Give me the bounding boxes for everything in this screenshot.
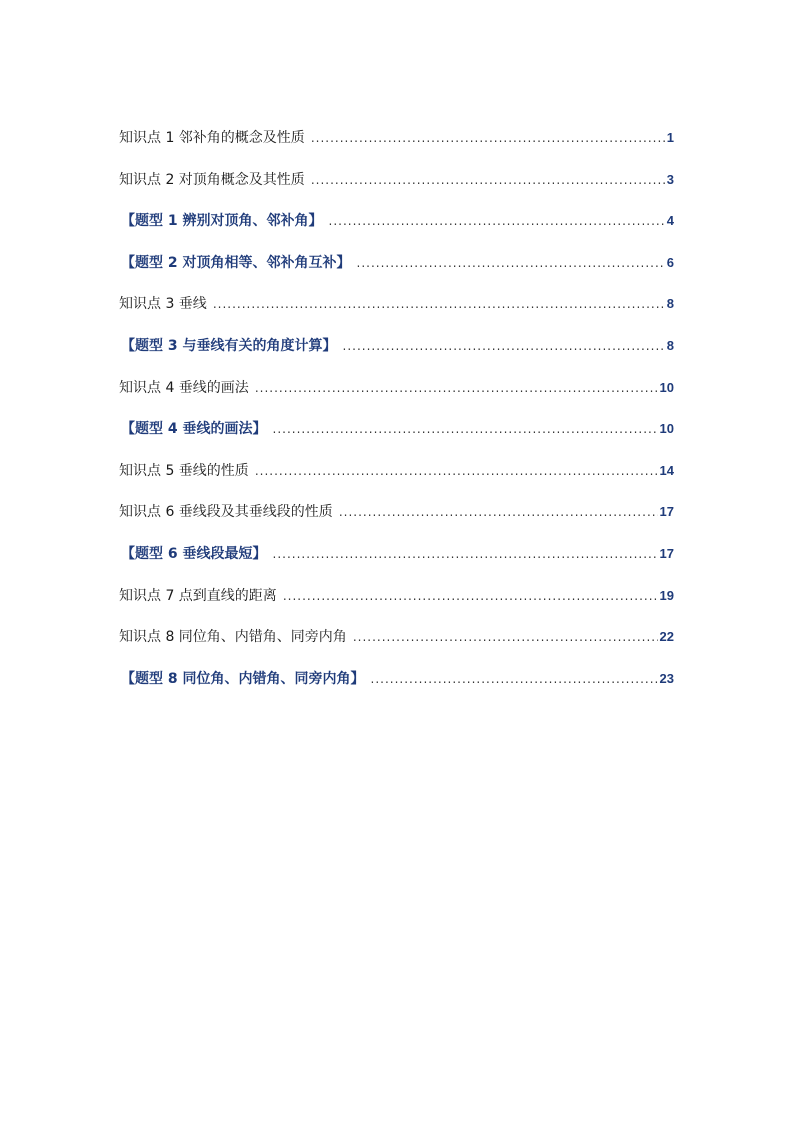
toc-entry-knowledge-5[interactable] — [119, 460, 674, 502]
toc-entry-label: 知识点 4 垂线的画法 — [119, 379, 249, 396]
toc-entry-knowledge-7[interactable] — [119, 585, 674, 627]
toc-entry-label: 知识点 6 垂线段及其垂线段的性质 — [119, 504, 333, 521]
toc-leader-dots — [371, 672, 658, 686]
toc-entry-page: 10 — [659, 379, 674, 395]
toc-leader-dots — [343, 339, 665, 353]
toc-entry-knowledge-6[interactable] — [119, 501, 674, 543]
toc-entry-label: 【题型 1 辨别对顶角、邻补角】 — [121, 213, 323, 230]
toc-entry-type-3[interactable] — [119, 335, 674, 377]
toc-leader-dots — [255, 381, 658, 395]
toc-entry-type-2[interactable] — [119, 252, 674, 294]
toc-entry-page: 8 — [666, 337, 674, 353]
toc-entry-page: 22 — [659, 629, 674, 645]
toc-leader-dots — [273, 547, 658, 561]
toc-leader-dots — [273, 422, 658, 436]
toc-entry-page: 14 — [659, 462, 674, 478]
toc-entry-knowledge-4[interactable] — [119, 377, 674, 419]
toc-entry-label: 知识点 3 垂线 — [119, 296, 207, 313]
toc-entry-label: 知识点 1 邻补角的概念及性质 — [119, 130, 305, 146]
toc-entry-page: 8 — [666, 296, 674, 312]
toc-entry-page: 6 — [666, 254, 674, 270]
toc-leader-dots — [311, 131, 665, 145]
toc-entry-label: 知识点 8 同位角、内错角、同旁内角 — [119, 629, 347, 646]
toc-leader-dots — [357, 256, 665, 270]
toc-entry-type-1[interactable] — [119, 210, 674, 252]
toc-leader-dots — [339, 505, 658, 519]
toc-leader-dots — [213, 297, 665, 311]
toc-entry-label: 【题型 2 对顶角相等、邻补角互补】 — [121, 254, 351, 271]
toc-entry-page: 17 — [659, 545, 674, 561]
toc-entry-page: 10 — [659, 421, 674, 437]
toc-entry-knowledge-2[interactable] — [119, 169, 674, 211]
toc-entry-label: 【题型 4 垂线的画法】 — [121, 421, 267, 438]
toc-entry-label: 知识点 5 垂线的性质 — [119, 462, 249, 479]
table-of-contents — [119, 127, 674, 709]
toc-leader-dots — [353, 630, 658, 644]
toc-entry-label: 【题型 3 与垂线有关的角度计算】 — [121, 337, 337, 354]
toc-entry-page: 17 — [659, 504, 674, 520]
toc-entry-type-8[interactable] — [119, 668, 674, 710]
toc-entry-label: 知识点 7 点到直线的距离 — [119, 587, 277, 604]
toc-entry-type-4[interactable] — [119, 418, 674, 460]
toc-entry-label: 【题型 6 垂线段最短】 — [121, 545, 267, 562]
toc-entry-label: 知识点 2 对顶角概念及其性质 — [119, 171, 305, 188]
toc-entry-page: 23 — [659, 670, 674, 686]
toc-entry-knowledge-8[interactable] — [119, 626, 674, 668]
toc-entry-knowledge-3[interactable] — [119, 293, 674, 335]
toc-leader-dots — [329, 214, 665, 228]
toc-entry-page: 3 — [666, 171, 674, 187]
toc-entry-label: 【题型 8 同位角、内错角、同旁内角】 — [121, 670, 365, 687]
toc-entry-page: 1 — [666, 130, 674, 145]
toc-leader-dots — [283, 589, 658, 603]
toc-entry-type-6[interactable] — [119, 543, 674, 585]
toc-entry-page: 19 — [659, 587, 674, 603]
toc-leader-dots — [311, 173, 665, 187]
toc-entry-page: 4 — [666, 213, 674, 229]
toc-entry-knowledge-1[interactable] — [119, 127, 674, 169]
toc-leader-dots — [255, 464, 658, 478]
